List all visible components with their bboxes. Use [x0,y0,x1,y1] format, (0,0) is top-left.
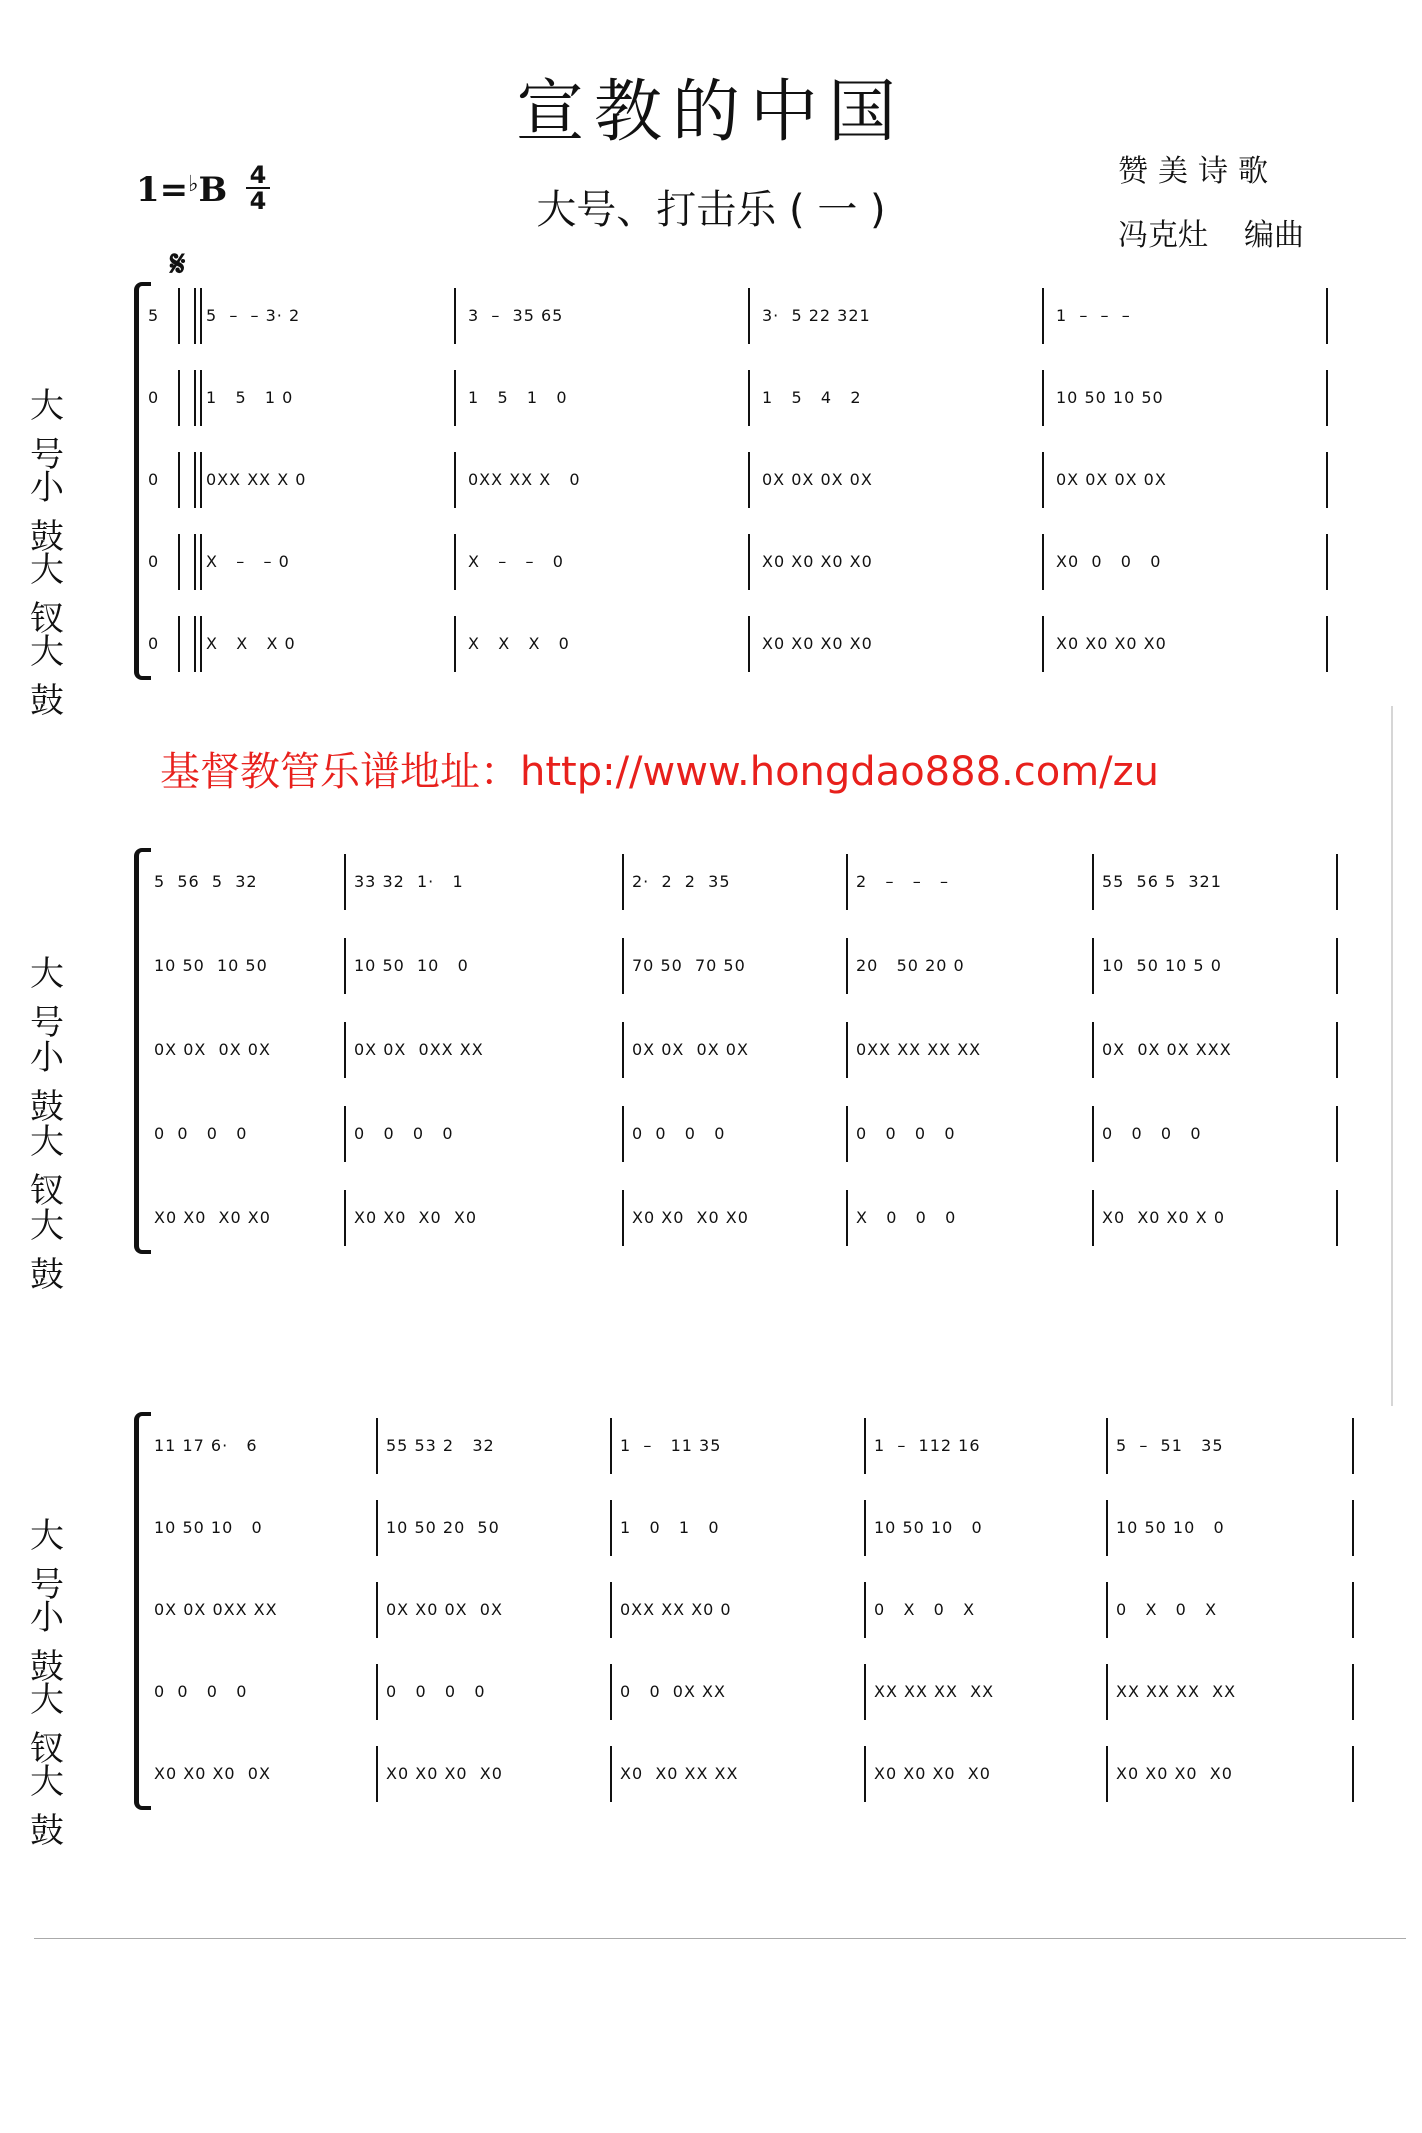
measure-cell: 3 – 35 65 [468,306,564,325]
bar-line [1326,452,1328,508]
measure-cell: 0X 0X 0XX XX [154,1600,278,1619]
measure-cell: 0X X0 0X 0X [386,1600,503,1619]
bar-line [376,1664,378,1720]
measure-cell: 70 50 70 50 [632,956,746,975]
bar-line [1042,534,1044,590]
measure-cell: X0 X0 XX XX [620,1764,739,1783]
measure-cell: 10 50 10 0 [154,1518,263,1537]
bar-line [622,854,624,910]
bar-line [194,616,196,672]
measure-cell: 0X 0X 0X 0X [154,1040,271,1059]
measure-cell: 0X 0X 0X 0X [762,470,873,489]
measure-cell: 11 17 6· 6 [154,1436,258,1455]
measure-cell: X0 X0 X0 X0 [762,634,873,653]
bar-line [200,288,202,344]
measure-cell: 0 [148,470,160,489]
bar-line [376,1746,378,1802]
measure-cell: 1 – – – [1056,306,1131,325]
bar-line [864,1418,866,1474]
measure-cell: 0 [148,634,160,653]
measure-cell: 10 50 10 50 [154,956,268,975]
measure-cell: 1 – 112 16 [874,1436,981,1455]
measure-cell: 55 56 5 321 [1102,872,1222,891]
bar-line [1352,1664,1354,1720]
bar-line [454,452,456,508]
bar-line [1336,854,1338,910]
measure-cell: 0 X 0 X [1116,1600,1218,1619]
measure-cell: X0 X0 X0 X0 [1056,634,1167,653]
measure-cell: 0 0 0 0 [856,1124,956,1143]
bar-line [610,1418,612,1474]
bar-line [1352,1418,1354,1474]
key-prefix: 1= [136,170,189,210]
bar-line [846,1022,848,1078]
flat-sign: ♭ [188,171,199,197]
bar-line [1092,1022,1094,1078]
measure-cell: 10 50 10 50 [1056,388,1164,407]
measure-cell: 10 50 20 50 [386,1518,500,1537]
measure-cell: X0 X0 X0 X0 [632,1208,749,1227]
bar-line [1106,1500,1108,1556]
bar-line [1106,1746,1108,1802]
measure-cell: X X X 0 [206,634,296,653]
measure-cell: 5 – 51 35 [1116,1436,1224,1455]
measure-cell: 10 50 10 0 [354,956,469,975]
bar-line [194,288,196,344]
instrument-label: 小 鼓 [30,1598,78,1687]
bar-line [1326,370,1328,426]
bar-line [344,854,346,910]
bar-line [864,1582,866,1638]
measure-cell: 0 0 0 0 [632,1124,726,1143]
bar-line [1326,616,1328,672]
measure-cell: 0XX XX X 0 [206,470,307,489]
measure-cell: X0 X0 X0 X0 [154,1208,271,1227]
measure-cell: X – – 0 [206,552,290,571]
measure-cell: 0 0 0 0 [1102,1124,1202,1143]
bar-line [376,1582,378,1638]
system-brace [134,848,151,1254]
segno-icon: 𝄋 [170,244,186,285]
measure-cell: X 0 0 0 [856,1208,957,1227]
bar-line [610,1664,612,1720]
bar-line [748,370,750,426]
key-note: B [198,170,228,210]
measure-cell: 0 0 0 0 [154,1682,248,1701]
measure-cell: 0XX XX X 0 [468,470,581,489]
bar-line [344,1106,346,1162]
bar-line [1042,616,1044,672]
measure-cell: 1 5 4 2 [762,388,862,407]
bar-line [1326,288,1328,344]
bar-line [454,616,456,672]
bar-line [622,938,624,994]
measure-cell: 1 5 1 0 [468,388,568,407]
vertical-divider [1391,706,1393,1406]
system-brace [134,1412,151,1810]
lyricist-credit: 赞美诗歌 [1118,154,1278,189]
bar-line [344,1022,346,1078]
bottom-divider [34,1938,1406,1939]
measure-cell: XX XX XX XX [874,1682,995,1701]
bar-line [200,452,202,508]
measure-cell: 20 50 20 0 [856,956,965,975]
bar-line [748,616,750,672]
bar-line [178,370,180,426]
bar-line [1106,1418,1108,1474]
instrument-label: 大 钗 [30,1122,78,1211]
bar-line [1336,1022,1338,1078]
measure-cell: X – – 0 [468,552,564,571]
measure-cell: 5 [148,306,160,325]
instrument-label: 大 鼓 [30,632,78,721]
bar-line [622,1106,624,1162]
bar-line [1352,1746,1354,1802]
measure-cell: 1 0 1 0 [620,1518,720,1537]
bar-line [748,534,750,590]
subtitle: 大号、打击乐 ( 一 ) [536,187,886,233]
measure-cell: 1 5 1 0 [206,388,294,407]
measure-cell: XX XX XX XX [1116,1682,1237,1701]
bar-line [748,288,750,344]
bar-line [1352,1582,1354,1638]
measure-cell: X0 X0 X0 X0 [1116,1764,1233,1783]
bar-line [1336,1190,1338,1246]
measure-cell: 0X 0X 0X XXX [1102,1040,1232,1059]
bar-line [1042,452,1044,508]
measure-cell: 0 0 0X XX [620,1682,726,1701]
bar-line [610,1500,612,1556]
bar-line [1326,534,1328,590]
bar-line [194,452,196,508]
measure-cell: X X X 0 [468,634,570,653]
bar-line [1092,938,1094,994]
arranger-name: 冯克灶 [1118,218,1208,253]
bar-line [864,1746,866,1802]
measure-cell: 0X 0X 0X 0X [1056,470,1167,489]
instrument-label: 大 鼓 [30,1762,78,1851]
instrument-label: 大 钗 [30,550,78,639]
instrument-label: 大 号 [30,954,78,1043]
bar-line [622,1190,624,1246]
bar-line [1106,1582,1108,1638]
measure-cell: X0 X0 X0 X0 [386,1764,503,1783]
bar-line [1092,1190,1094,1246]
bar-line [454,288,456,344]
measure-cell: 10 50 10 0 [1116,1518,1225,1537]
bar-line [178,616,180,672]
measure-cell: X0 X0 X0 X0 [762,552,873,571]
bar-line [344,1190,346,1246]
bar-line [200,370,202,426]
bar-line [178,452,180,508]
measure-cell: 3· 5 22 321 [762,306,871,325]
instrument-label: 大 鼓 [30,1206,78,1295]
meter-top: 4 [249,161,267,189]
measure-cell: 0 [148,552,160,571]
bar-line [178,534,180,590]
bar-line [1042,370,1044,426]
measure-cell: 33 32 1· 1 [354,872,464,891]
measure-cell: 2 – – – [856,872,949,891]
bar-line [200,534,202,590]
measure-cell: X0 X0 X0 X0 [874,1764,991,1783]
bar-line [864,1500,866,1556]
bar-line [1092,1106,1094,1162]
bar-line [1042,288,1044,344]
arranger-role: 编曲 [1244,218,1304,253]
instrument-label: 小 鼓 [30,468,78,557]
bar-line [846,854,848,910]
measure-cell: 5 56 5 32 [154,872,258,891]
bar-line [376,1418,378,1474]
bar-line [846,938,848,994]
measure-cell: 0XX XX XX XX [856,1040,982,1059]
bar-line [1106,1664,1108,1720]
measure-cell: 1 – 11 35 [620,1436,722,1455]
bar-line [610,1582,612,1638]
bar-line [1336,1106,1338,1162]
bar-line [610,1746,612,1802]
bar-line [846,1190,848,1246]
bar-line [200,616,202,672]
measure-cell: 0X 0X 0XX XX [354,1040,484,1059]
measure-cell: 0 0 0 0 [354,1124,454,1143]
measure-cell: 0 [148,388,160,407]
watermark-link[interactable]: 基督教管乐谱地址：http://www.hongdao888.com/zu [160,749,1159,795]
measure-cell: 0X 0X 0X 0X [632,1040,749,1059]
instrument-label: 小 鼓 [30,1038,78,1127]
bar-line [846,1106,848,1162]
bar-line [1092,854,1094,910]
bar-line [344,938,346,994]
bar-line [454,534,456,590]
measure-cell: X0 X0 X0 0X [154,1764,271,1783]
measure-cell: X0 X0 X0 X0 [354,1208,477,1227]
measure-cell: 10 50 10 0 [874,1518,983,1537]
bar-line [1352,1500,1354,1556]
bar-line [454,370,456,426]
measure-cell: X0 X0 X0 X 0 [1102,1208,1225,1227]
measure-cell: 2· 2 2 35 [632,872,731,891]
measure-cell: 5 – – 3· 2 [206,306,301,325]
instrument-label: 大 钗 [30,1680,78,1769]
arranger-credit [1118,210,1304,254]
page-title: 宣教的中国 [515,73,906,152]
measure-cell: 0XX XX X0 0 [620,1600,732,1619]
bar-line [194,370,196,426]
bar-line [748,452,750,508]
measure-cell: 0 X 0 X [874,1600,976,1619]
bar-line [864,1664,866,1720]
meter-bottom: 4 [249,187,267,215]
bar-line [1336,938,1338,994]
instrument-label: 大 号 [30,1516,78,1605]
measure-cell: 0 0 0 0 [154,1124,248,1143]
bar-line [194,534,196,590]
measure-cell: 0 0 0 0 [386,1682,486,1701]
bar-line [622,1022,624,1078]
bar-line [178,288,180,344]
measure-cell: 55 53 2 32 [386,1436,495,1455]
measure-cell: 10 50 10 5 0 [1102,956,1222,975]
instrument-label: 大 号 [30,386,78,475]
bar-line [376,1500,378,1556]
measure-cell: X0 0 0 0 [1056,552,1162,571]
